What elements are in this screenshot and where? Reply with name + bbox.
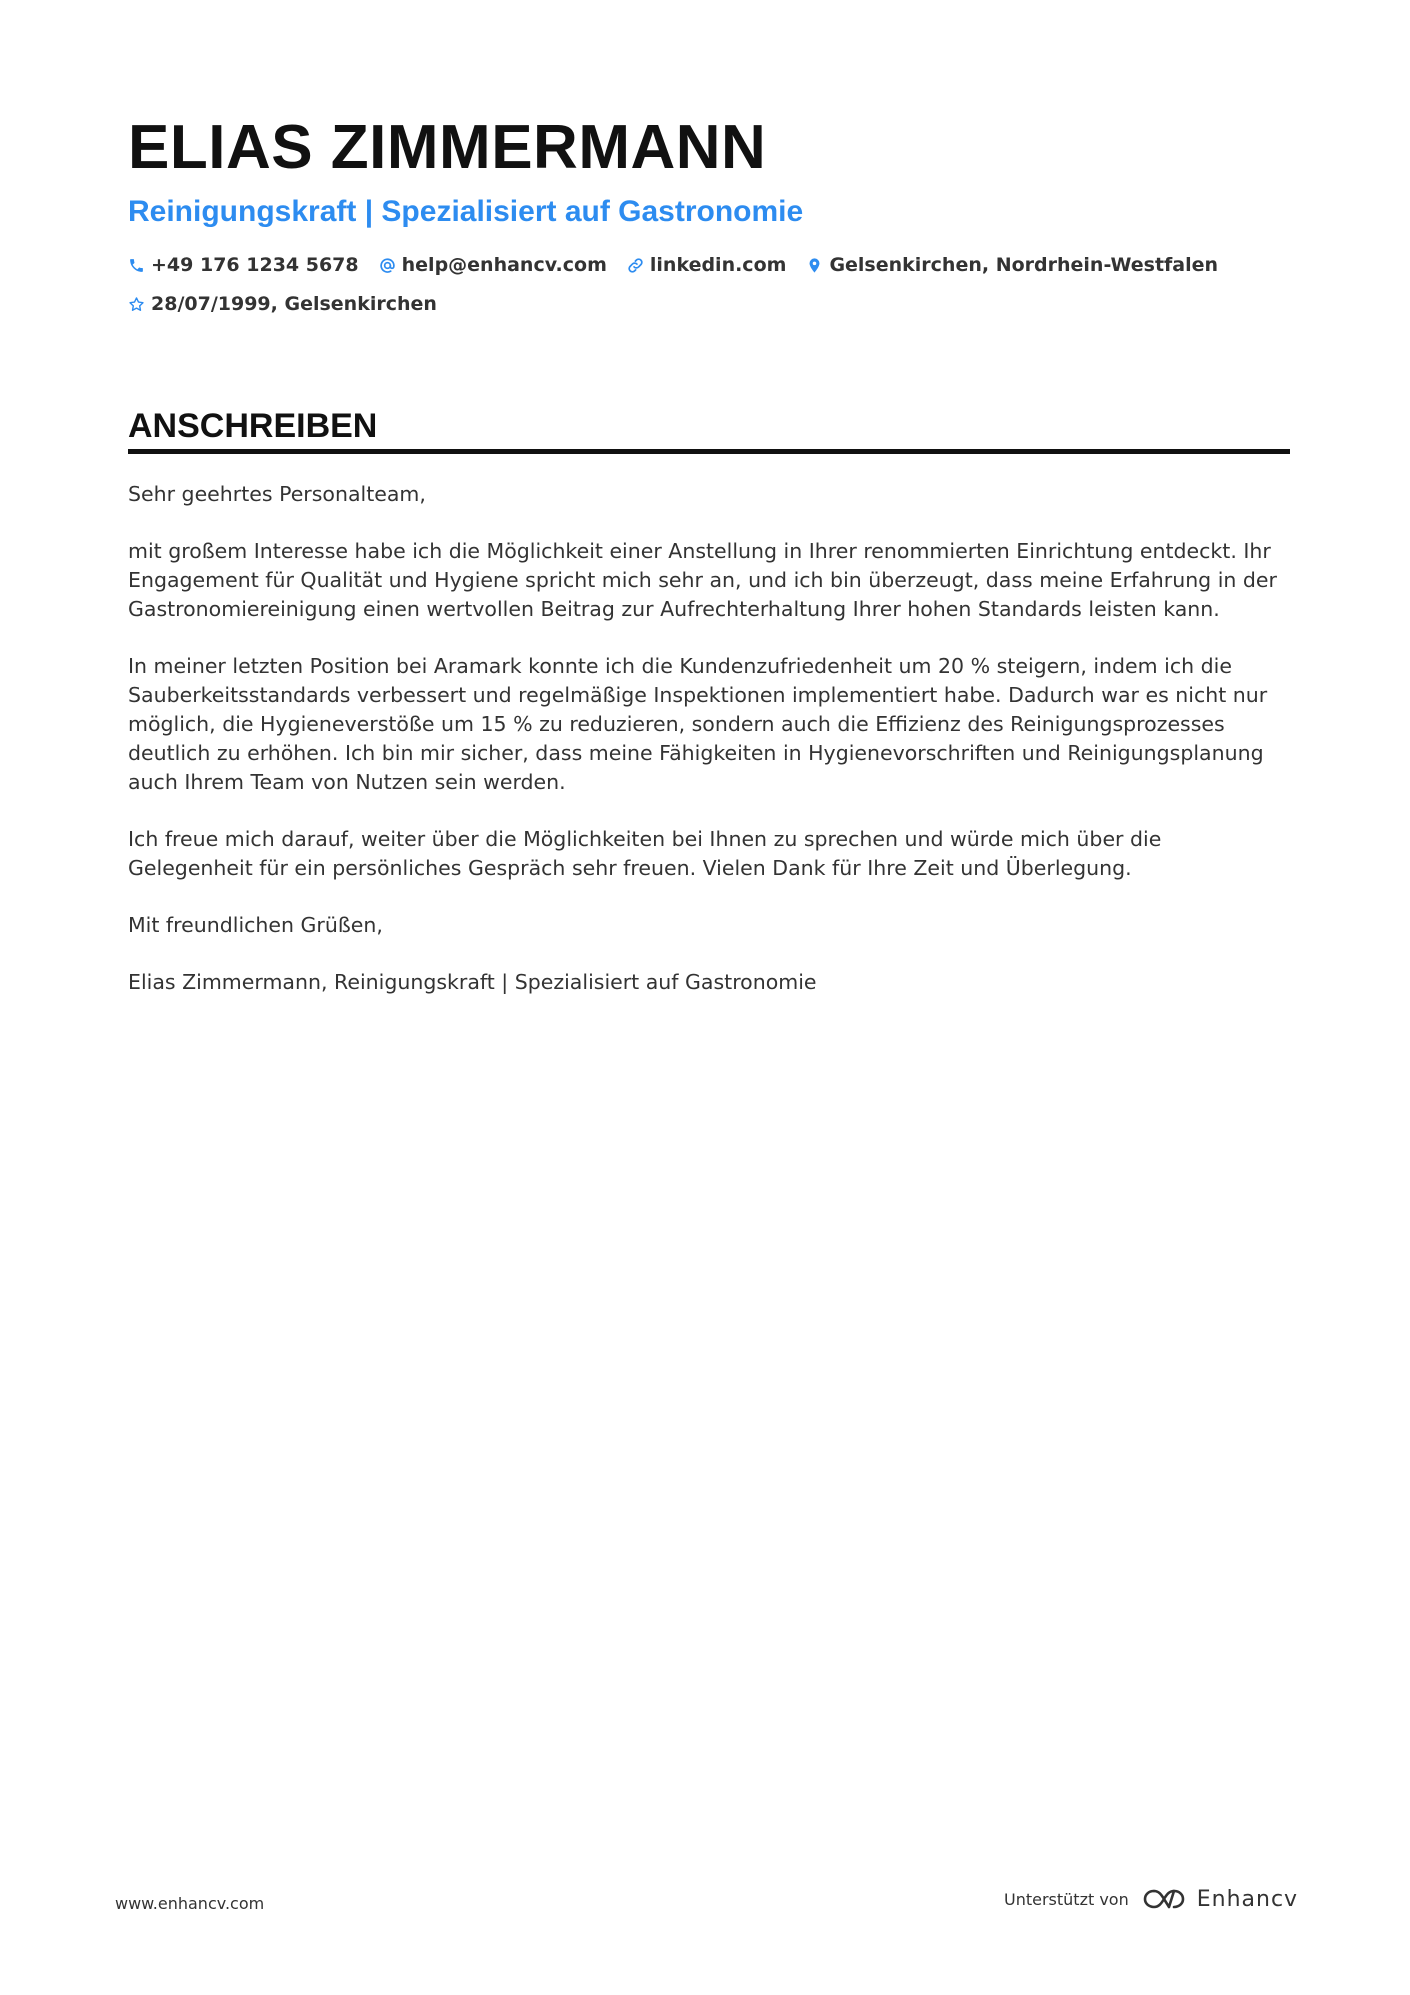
birth-text: 28/07/1999, Gelsenkirchen xyxy=(151,293,437,315)
phone-text: +49 176 1234 5678 xyxy=(151,254,359,276)
candidate-name: ELIAS ZIMMERMANN xyxy=(128,113,767,182)
link-icon xyxy=(627,257,644,274)
letter-signature: Elias Zimmermann, Reinigungskraft | Spezialisiert auf Gastronomie xyxy=(128,970,817,994)
location-text: Gelsenkirchen, Nordrhein-Westfalen xyxy=(829,254,1219,276)
letter-paragraph: mit großem Interesse habe ich die Möglichkeit einer Anstellung in Ihrer renommierten Einrichtung entdeckt. Ihr Engagement für Qualität und Hygiene spricht mich sehr an, und ich bin überzeugt, dass meine Erfahrung in der Gastronomiereinigung einen wertvollen Beitrag zur Aufrechterhaltung Ihrer hohen Standards leisten kann. xyxy=(128,539,1277,621)
contact-birth xyxy=(128,293,437,315)
letter-paragraph: In meiner letzten Position bei Aramark konnte ich die Kundenzufriedenheit um 20 % steigern, indem ich die Sauberkeitsstandards verbessert und regelmäßige Inspektionen implementiert habe. Dadurch war es nicht nur möglich, die Hygieneverstöße um 15 % zu reduzieren, sondern auch die Effizienz des Reinigungsprozesses deutlich zu erhöhen. Ich bin mir sicher, dass meine Fähigkeiten in Hygienevorschriften und Reinigungsplanung auch Ihrem Team von Nutzen sein werden. xyxy=(128,654,1268,794)
letter-greeting: Sehr geehrtes Personalteam, xyxy=(128,482,426,506)
phone-icon xyxy=(128,257,145,274)
contact-phone xyxy=(128,254,359,276)
contact-row-secondary xyxy=(128,293,457,315)
contact-linkedin[interactable] xyxy=(627,254,787,276)
star-icon xyxy=(128,296,145,313)
email-text: help@enhancv.com xyxy=(401,254,607,276)
enhancv-logo-icon xyxy=(1141,1886,1187,1912)
powered-by-label: Unterstützt von xyxy=(1004,1889,1129,1909)
letter-closing: Mit freundlichen Grüßen, xyxy=(128,913,383,937)
section-divider xyxy=(128,449,1290,454)
section-title: ANSCHREIBEN xyxy=(128,407,378,445)
letter-body xyxy=(128,480,1290,1025)
brand-name: Enhancv xyxy=(1196,1886,1299,1912)
map-pin-icon xyxy=(806,257,823,274)
linkedin-text: linkedin.com xyxy=(649,254,787,276)
footer-branding xyxy=(1004,1886,1298,1912)
contact-location xyxy=(806,254,1218,276)
contact-email[interactable] xyxy=(379,254,607,276)
contact-row-primary xyxy=(128,254,1238,276)
letter-paragraph: Ich freue mich darauf, weiter über die Möglichkeiten bei Ihnen zu sprechen und würde mich über die Gelegenheit für ein persönliches Gespräch sehr freuen. Vielen Dank für Ihre Zeit und Überlegung. xyxy=(128,827,1162,880)
at-icon xyxy=(379,257,396,274)
candidate-title: Reinigungskraft | Spezialisiert auf Gastronomie xyxy=(128,195,804,228)
footer-website[interactable]: www.enhancv.com xyxy=(115,1894,265,1913)
